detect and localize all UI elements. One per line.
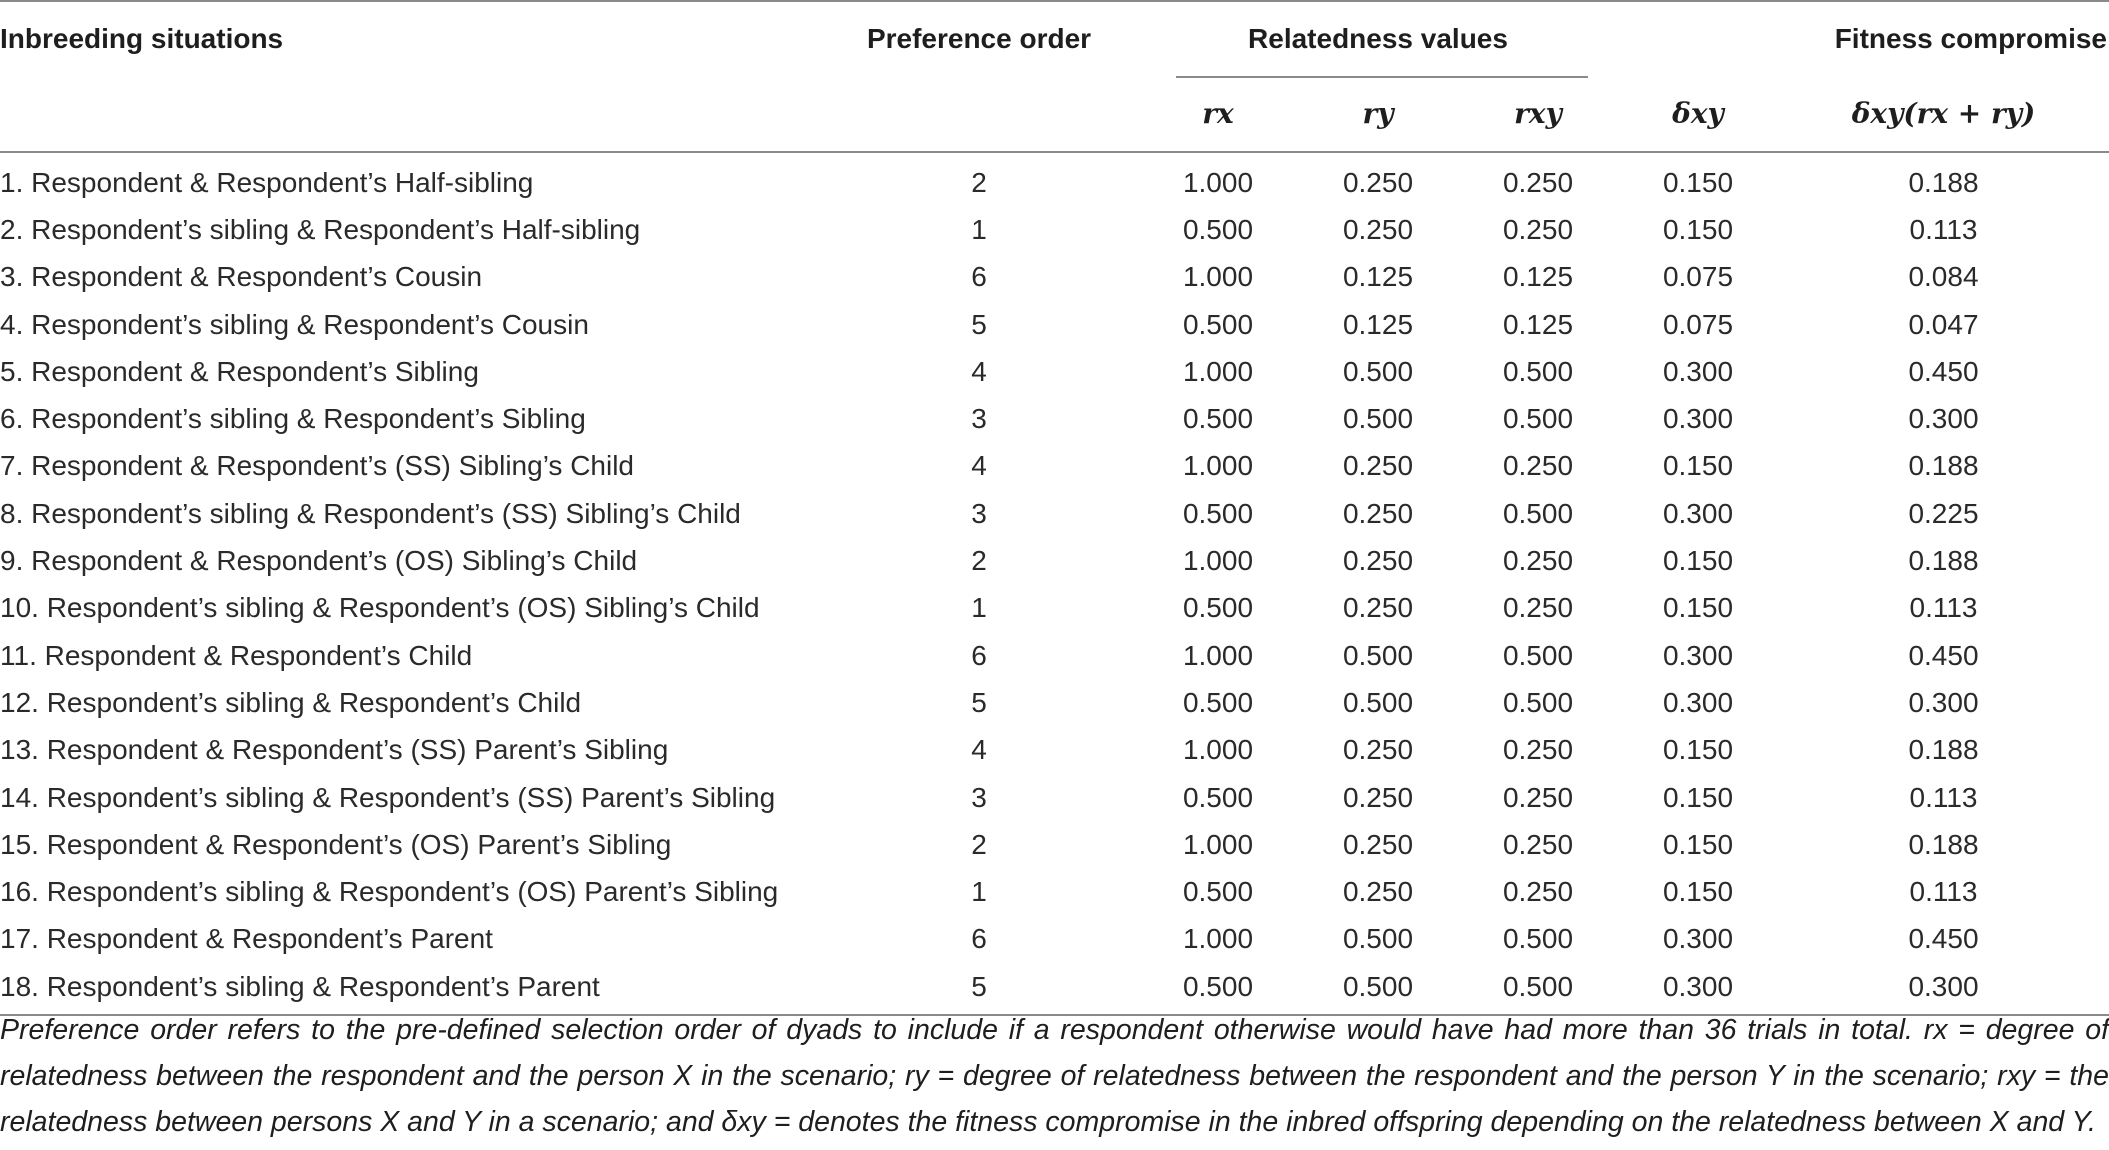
cell-ry: 0.500 [1342, 403, 1414, 435]
cell-situation: 12. Respondent’s sibling & Respondent’s Child [0, 686, 582, 718]
cell-situation: 3. Respondent & Respondent’s Cousin [0, 261, 483, 293]
cell-rxy: 0.500 [1502, 403, 1574, 435]
cell-rx: 0.500 [1182, 781, 1254, 813]
cell-preference: 3 [971, 403, 987, 435]
header-situations: Inbreeding situations [0, 23, 284, 54]
table-row [0, 152, 2109, 206]
cell-ry: 0.125 [1342, 261, 1414, 293]
table-row [0, 868, 2109, 915]
cell-preference: 2 [971, 828, 987, 860]
cell-dxy: 0.075 [1662, 308, 1734, 340]
header-relatedness-group: Relatedness values [1248, 23, 1508, 54]
cell-fitness: 0.450 [1908, 639, 1979, 671]
cell-dxy: 0.300 [1662, 355, 1734, 387]
table-row [0, 774, 2109, 821]
cell-situation: 16. Respondent’s sibling & Respondent’s (OS) Parent’s Sibling [0, 876, 779, 908]
table-row [0, 679, 2109, 726]
cell-dxy: 0.300 [1662, 686, 1734, 718]
header-formula-label: δxy(rx + ry) [1851, 97, 2036, 130]
header-rx-label: rx [1202, 97, 1234, 130]
cell-rx: 1.000 [1182, 261, 1254, 293]
cell-dxy: 0.300 [1618, 963, 1778, 1015]
header-rxy-label: rxy [1514, 97, 1562, 130]
cell-rxy: 0.250 [1502, 734, 1574, 766]
cell-preference: 1 [971, 876, 987, 908]
cell-fitness: 0.188 [1908, 450, 1979, 482]
cell-rxy: 0.250 [1502, 450, 1574, 482]
cell-rxy: 0.500 [1502, 923, 1574, 955]
cell-rx: 0.500 [1182, 403, 1254, 435]
cell-preference: 2 [971, 545, 987, 577]
inbreeding-table [0, 2, 2109, 1016]
cell-rxy: 0.500 [1502, 497, 1574, 529]
cell-preference: 5 [820, 963, 1138, 1015]
cell-rxy: 0.250 [1502, 828, 1574, 860]
cell-fitness: 0.084 [1908, 261, 1979, 293]
cell-rxy: 0.500 [1502, 686, 1574, 718]
cell-dxy: 0.150 [1662, 734, 1734, 766]
cell-dxy: 0.150 [1662, 545, 1734, 577]
header-fitness-group: Fitness compromise [1834, 23, 2107, 54]
cell-preference: 5 [971, 308, 987, 340]
cell-preference: 3 [971, 497, 987, 529]
table-row [0, 348, 2109, 395]
table-row [0, 585, 2109, 632]
cell-rxy: 0.500 [1458, 963, 1618, 1015]
table-row [0, 206, 2109, 253]
table-row [0, 443, 2109, 490]
cell-rxy: 0.250 [1502, 781, 1574, 813]
cell-ry: 0.500 [1342, 639, 1414, 671]
header-formula [1778, 76, 2109, 152]
cell-preference: 1 [971, 592, 987, 624]
cell-preference: 6 [971, 923, 987, 955]
table-row [0, 254, 2109, 301]
cell-fitness: 0.450 [1908, 923, 1979, 955]
header-dxy [1618, 76, 1778, 152]
cell-situation: 6. Respondent’s sibling & Respondent’s Sibling [0, 403, 586, 435]
cell-situation: 1. Respondent & Respondent’s Half-sibling [0, 166, 534, 198]
table-row [0, 821, 2109, 868]
cell-rx: 1.000 [1182, 355, 1254, 387]
cell-fitness: 0.113 [1909, 781, 1978, 813]
cell-rx: 0.500 [1182, 686, 1254, 718]
cell-ry: 0.250 [1342, 450, 1414, 482]
cell-situation: 9. Respondent & Respondent’s (OS) Sibling’s Child [0, 545, 638, 577]
cell-fitness: 0.300 [1778, 963, 2109, 1015]
header-rx [1138, 76, 1298, 152]
cell-fitness: 0.047 [1908, 308, 1979, 340]
cell-rx: 1.000 [1182, 166, 1254, 198]
cell-rx: 0.500 [1182, 497, 1254, 529]
cell-fitness: 0.113 [1909, 876, 1978, 908]
cell-fitness: 0.188 [1908, 734, 1979, 766]
cell-dxy: 0.150 [1662, 166, 1734, 198]
cell-dxy: 0.150 [1662, 828, 1734, 860]
cell-dxy: 0.150 [1662, 213, 1734, 245]
header-ry-label: ry [1362, 97, 1394, 130]
table-row [0, 632, 2109, 679]
cell-fitness: 0.188 [1908, 828, 1979, 860]
cell-situation: 2. Respondent’s sibling & Respondent’s Half-sibling [0, 213, 641, 245]
cell-rxy: 0.250 [1502, 166, 1574, 198]
cell-fitness: 0.300 [1908, 686, 1979, 718]
cell-rx: 0.500 [1182, 592, 1254, 624]
table-row [0, 727, 2109, 774]
cell-ry: 0.250 [1342, 876, 1414, 908]
table-row [0, 537, 2109, 584]
cell-rx: 1.000 [1182, 923, 1254, 955]
cell-situation: 4. Respondent’s sibling & Respondent’s Cousin [0, 308, 589, 340]
cell-ry: 0.500 [1342, 686, 1414, 718]
cell-situation: 11. Respondent & Respondent’s Child [0, 639, 473, 671]
cell-ry: 0.250 [1342, 828, 1414, 860]
cell-dxy: 0.150 [1662, 781, 1734, 813]
cell-fitness: 0.225 [1908, 497, 1979, 529]
cell-dxy: 0.150 [1662, 450, 1734, 482]
cell-dxy: 0.300 [1662, 403, 1734, 435]
cell-dxy: 0.150 [1662, 876, 1734, 908]
cell-fitness: 0.450 [1908, 355, 1979, 387]
cell-ry: 0.500 [1342, 923, 1414, 955]
cell-dxy: 0.300 [1662, 639, 1734, 671]
cell-situation: 15. Respondent & Respondent’s (OS) Parent’s Sibling [0, 828, 672, 860]
table-row [0, 301, 2109, 348]
cell-preference: 4 [971, 734, 987, 766]
cell-dxy: 0.300 [1662, 497, 1734, 529]
cell-dxy: 0.300 [1662, 923, 1734, 955]
cell-rxy: 0.250 [1502, 592, 1574, 624]
cell-situation: 10. Respondent’s sibling & Respondent’s (OS) Sibling’s Child [0, 592, 760, 624]
cell-ry: 0.125 [1342, 308, 1414, 340]
cell-ry: 0.500 [1298, 963, 1458, 1015]
cell-rx: 1.000 [1182, 828, 1254, 860]
table-row [0, 395, 2109, 442]
table-row [0, 490, 2109, 537]
cell-rxy: 0.125 [1502, 308, 1574, 340]
cell-ry: 0.250 [1342, 781, 1414, 813]
cell-situation: 5. Respondent & Respondent’s Sibling [0, 355, 479, 387]
cell-rx: 1.000 [1182, 545, 1254, 577]
cell-rxy: 0.250 [1502, 213, 1574, 245]
cell-rx: 1.000 [1182, 450, 1254, 482]
table-row [0, 916, 2109, 963]
cell-rxy: 0.125 [1502, 261, 1574, 293]
cell-ry: 0.500 [1342, 355, 1414, 387]
cell-ry: 0.250 [1342, 497, 1414, 529]
cell-rxy: 0.500 [1502, 639, 1574, 671]
cell-preference: 4 [971, 450, 987, 482]
table-body [0, 152, 2109, 1015]
table-footnote: Preference order refers to the pre-defined selection order of dyads to include if a respondent otherwise would have had more than 36 trials in total. rx = degree of relatedness between the respondent and the person X in the scenario; ry = degree of relatedness between the respondent and the person Y in the scenario; rxy = the relatedness between persons X and Y in a scenario; and δxy = denotes the fitness compromise in the inbred offspring depending on the relatedness between X and Y. [0, 1014, 2109, 1138]
cell-preference: 6 [971, 261, 987, 293]
header-rxy [1458, 76, 1618, 152]
header-preference: Preference order [866, 23, 1092, 54]
cell-situation: 18. Respondent’s sibling & Respondent’s Parent [0, 963, 820, 1015]
cell-ry: 0.250 [1342, 734, 1414, 766]
cell-rx: 0.500 [1182, 213, 1254, 245]
cell-rx: 0.500 [1182, 876, 1254, 908]
cell-preference: 3 [971, 781, 987, 813]
cell-fitness: 0.188 [1908, 545, 1979, 577]
cell-preference: 2 [971, 166, 987, 198]
cell-rxy: 0.250 [1502, 876, 1574, 908]
cell-dxy: 0.150 [1662, 592, 1734, 624]
cell-situation: 8. Respondent’s sibling & Respondent’s (SS) Sibling’s Child [0, 497, 741, 529]
cell-rx: 0.500 [1182, 308, 1254, 340]
cell-ry: 0.250 [1342, 545, 1414, 577]
cell-preference: 5 [971, 686, 987, 718]
cell-fitness: 0.300 [1908, 403, 1979, 435]
cell-situation: 17. Respondent & Respondent’s Parent [0, 923, 493, 955]
cell-rx: 1.000 [1182, 734, 1254, 766]
header-ry [1298, 76, 1458, 152]
cell-ry: 0.250 [1342, 592, 1414, 624]
header-dxy-label: δxy [1672, 97, 1724, 130]
cell-situation: 14. Respondent’s sibling & Respondent’s (SS) Parent’s Sibling [0, 781, 776, 813]
cell-situation: 13. Respondent & Respondent’s (SS) Parent’s Sibling [0, 734, 669, 766]
cell-preference: 1 [971, 213, 987, 245]
cell-fitness: 0.113 [1909, 213, 1978, 245]
cell-ry: 0.250 [1342, 213, 1414, 245]
cell-preference: 6 [971, 639, 987, 671]
cell-rxy: 0.250 [1502, 545, 1574, 577]
cell-situation: 7. Respondent & Respondent’s (SS) Sibling’s Child [0, 450, 635, 482]
cell-rx: 1.000 [1182, 639, 1254, 671]
cell-fitness: 0.113 [1909, 592, 1978, 624]
cell-rxy: 0.500 [1502, 355, 1574, 387]
cell-dxy: 0.075 [1662, 261, 1734, 293]
cell-rx: 0.500 [1138, 963, 1298, 1015]
cell-fitness: 0.188 [1908, 166, 1979, 198]
cell-ry: 0.250 [1342, 166, 1414, 198]
cell-preference: 4 [971, 355, 987, 387]
